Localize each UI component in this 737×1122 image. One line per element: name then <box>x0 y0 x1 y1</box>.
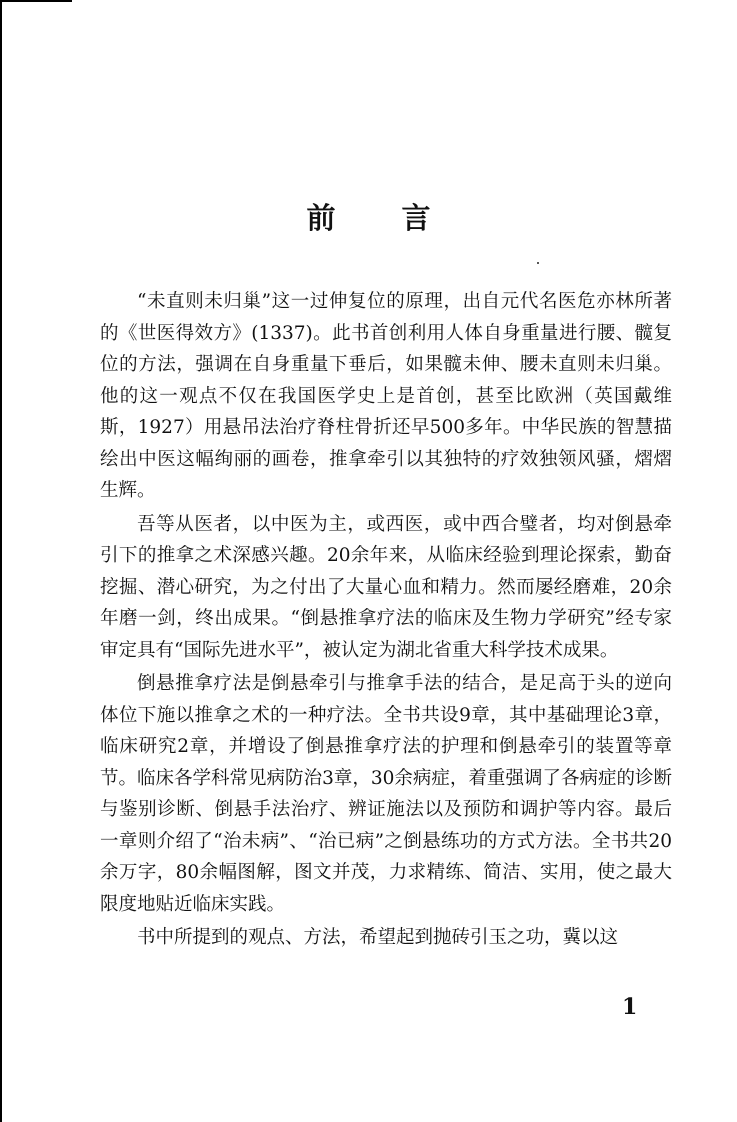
paragraph-1: “未直则未归巢”这一过伸复位的原理，出自元代名医危亦林所著的《世医得效方》(1337)。此书首创利用人体自身重量进行腰、髋复位的方法，强调在自身重量下垂后，如果髋未伸、腰未直则未归巢。他的这一观点不仅在我国医学史上是首创，甚至比欧洲（英国戴维斯，1927）用悬吊法治疗脊柱骨折还早500多年。中华民族的智慧描绘出中医这幅绚丽的画卷，推拿牵引以其独特的疗效独领风骚，熠熠生辉。 <box>100 291 672 501</box>
scan-border-top <box>0 0 72 2</box>
paragraph-3: 倒悬推拿疗法是倒悬牵引与推拿手法的结合，是足高于头的逆向体位下施以推拿之术的一种疗法。全书共设9章，其中基础理论3章，临床研究2章，并增设了倒悬推拿疗法的护理和倒悬牵引的装置等章节。临床各学科常见病防治3章，30余病症，着重强调了各病症的诊断与鉴别诊断、倒悬手法治疗、辨证施法以及预防和调护等内容。最后一章则介绍了“治未病”、“治已病”之倒悬练功的方式方法。全书共20余万字，80余幅图解，图文并茂，力求精练、简洁、实用，使之最大限度地贴近临床实践。 <box>100 673 672 915</box>
scan-speck <box>537 262 539 264</box>
paragraph-2: 吾等从医者，以中医为主，或西医，或中西合璧者，均对倒悬牵引下的推拿之术深感兴趣。20余年来，从临床经验到理论探索，勤奋挖掘、潜心研究，为之付出了大量心血和精力。然而屡经磨难，20余年磨一剑，终出成果。“倒悬推拿疗法的临床及生物力学研究”经专家审定具有“国际先进水平”，被认定为湖北省重大科学技术成果。 <box>100 513 672 661</box>
paragraph-4: 书中所提到的观点、方法，希望起到抛砖引玉之功，冀以这 <box>137 927 619 948</box>
scan-border-left <box>0 0 2 1122</box>
page-title: 前 言 <box>306 201 459 235</box>
preface-body <box>100 286 672 956</box>
page-number: 1 <box>622 994 638 1020</box>
